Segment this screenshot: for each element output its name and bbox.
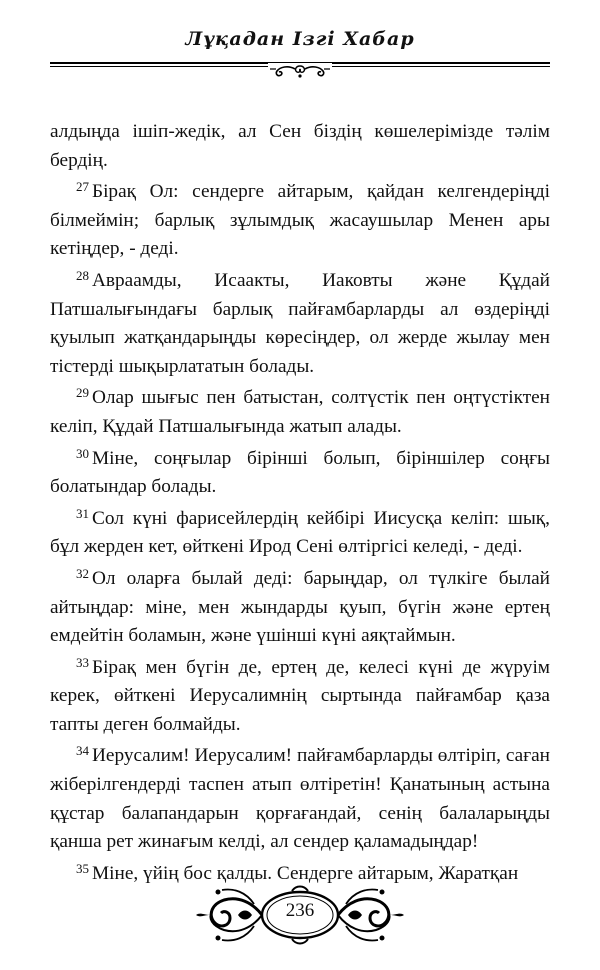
verse-number: 28: [76, 267, 89, 283]
verse-30: [50, 445, 550, 502]
continuation-paragraph: алдыңда ішіп-жедік, ал Сен біздің көшелерімізде тәлім бердің.: [50, 121, 550, 171]
verse-34: [50, 742, 550, 856]
verse-text: Авраамды, Исаакты, Иаковты және Құдай Патшалығындағы барлық пайғамбарларды ал өздеріңді қуылып жатқандарыңды көресіңдер, ол жерде жылау мен тістерді шықырлататын болады.: [50, 269, 550, 377]
verse-text: Иерусалим! Иерусалим! пайғамбарларды өлтіріп, саған жіберілгендерді таспен атып өлтіретін! Қанатының астына құстар балапандарын қорғағандай, сенің балаларыңды қанша рет жинағым келді, ал сендер қаламадыңдар!: [50, 745, 550, 853]
verse-32: [50, 565, 550, 651]
verse-27: [50, 178, 550, 264]
verse-text: Бірақ мен бүгін де, ертең де, келесі күні де жүруім керек, өйткені Иерусалимнің сыртында пайғамбар қаза тапты деген болмайды.: [50, 656, 550, 735]
body-text: [50, 118, 550, 888]
verse-28: [50, 267, 550, 381]
verse-number: 35: [76, 860, 89, 876]
verse-number: 31: [76, 505, 89, 521]
verse-number: 33: [76, 654, 89, 670]
verse-number: 34: [76, 743, 89, 759]
verse-number: 29: [76, 385, 89, 401]
verse-31: [50, 505, 550, 562]
verse-text: Міне, соңғылар бірінші болып, біріншілер соңғы болатындар болады.: [50, 447, 550, 498]
header-ornament-icon: [268, 63, 332, 81]
verse-text: Сол күні фарисейлердің кейбірі Иисусқа келіп: шық, бұл жерден кет, өйткені Ирод Сені өлтіргісі келеді, - деді.: [50, 507, 550, 558]
verse-33: [50, 654, 550, 740]
running-header-title: Лұқадан Ізгі Хабар: [185, 28, 415, 50]
verse-number: 27: [76, 179, 89, 195]
verse-number: 30: [76, 445, 89, 461]
verse-text: Міне, үйің бос қалды. Сендерге айтарым, Жаратқан: [92, 862, 519, 884]
verse-29: [50, 384, 550, 441]
verse-text: Ол оларға былай деді: барыңдар, ол түлкіге былай айтыңдар: міне, мен жындарды қуып, бүгін және ертең емдейтін боламын, және үшінші күні аяқтаймын.: [50, 567, 550, 647]
verse-text: Олар шығыс пен батыстан, солтүстік пен оңтүстіктен келіп, Құдай Патшалығында жатып алады.: [50, 387, 550, 437]
page-number: 236: [285, 900, 315, 921]
verse-text: Бірақ Ол: сендерге айтарым, қайдан келгендеріңді білмеймін; барлық зұлымдық жасаушылар Менен ары кетіңдер, - деді.: [50, 181, 550, 260]
verse-number: 32: [76, 565, 89, 581]
